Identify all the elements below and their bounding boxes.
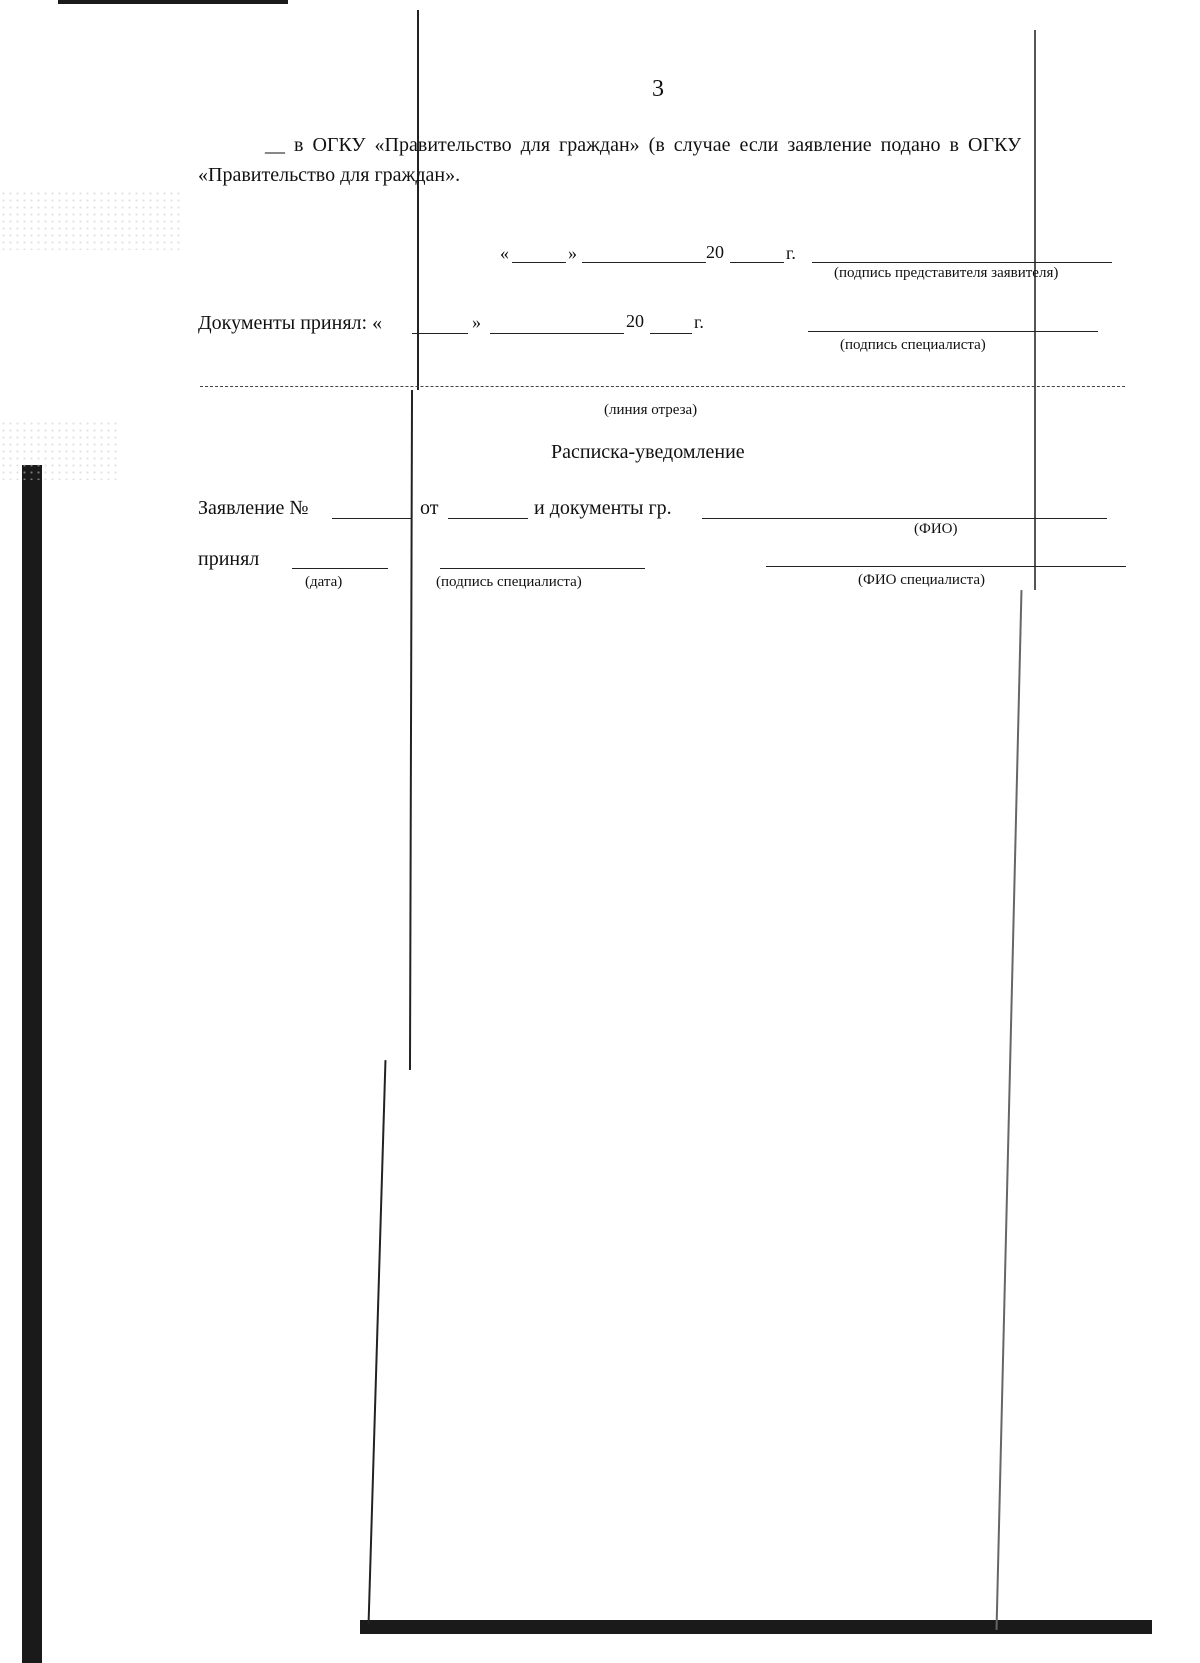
applicant-year-suffix: г. [786,243,796,263]
scan-vertical-line-right [1034,30,1036,590]
scan-vertical-line-left-lower [409,390,413,1070]
documents-year-suffix: г. [694,312,704,332]
documents-signature-blank[interactable] [808,331,1098,332]
documents-month-blank[interactable] [490,333,624,334]
paragraph-line-1 [265,134,1021,157]
scan-edge-left [22,465,42,1663]
documents-close-quote: » [472,312,481,332]
applicant-open-quote: « [500,243,509,263]
documents-year-blank[interactable] [650,333,692,334]
applicant-signature-blank[interactable] [812,262,1112,263]
applicant-day-blank[interactable] [512,262,566,263]
citizen-fio-blank[interactable] [702,518,1107,519]
specialist-signature-blank[interactable] [440,568,645,569]
scan-edge-bottom [360,1620,1152,1634]
documents-accepted-label: Документы принял: « [198,312,383,334]
specialist-signature-caption: (подпись специалиста) [436,574,582,590]
citizen-fio-caption: (ФИО) [914,521,958,537]
accepted-label: принял [198,548,260,570]
scan-noise-left [0,420,120,480]
specialist-fio-caption: (ФИО специалиста) [858,572,986,588]
application-label: Заявление № [198,497,309,519]
receipt-title: Расписка-уведомление [551,441,745,463]
paragraph-line-2: «Правительство для граждан». [198,164,461,186]
cut-line-caption: (линия отреза) [604,402,698,418]
page-number: 3 [652,76,664,102]
applicant-close-quote: » [568,243,577,263]
application-date-blank[interactable] [448,518,528,519]
scan-edge-top [58,0,288,4]
documents-year-prefix: 20 [626,311,644,331]
accepted-date-blank[interactable] [292,568,388,569]
application-number-blank[interactable] [332,518,412,519]
specialist-fio-blank[interactable] [766,566,1126,567]
cut-line [200,386,1125,387]
scan-noise-top-left [0,190,180,250]
scan-vertical-line-right-lower [996,590,1022,1630]
documents-citizen-label: и документы гр. [534,497,672,519]
scan-vertical-line-left-bottom [368,1060,387,1625]
paragraph-prefix: __ [265,134,285,156]
accepted-date-caption: (дата) [305,574,343,590]
paragraph-text-1: в ОГКУ «Правительство для граждан» (в случае если заявление подано в ОГКУ [294,134,1022,156]
applicant-year-prefix: 20 [706,242,724,262]
application-from-label: от [420,497,439,519]
applicant-signature-caption: (подпись представителя заявителя) [834,265,1059,281]
documents-day-blank[interactable] [412,333,468,334]
applicant-month-blank[interactable] [582,262,706,263]
applicant-year-blank[interactable] [730,262,784,263]
documents-signature-caption: (подпись специалиста) [840,337,986,353]
